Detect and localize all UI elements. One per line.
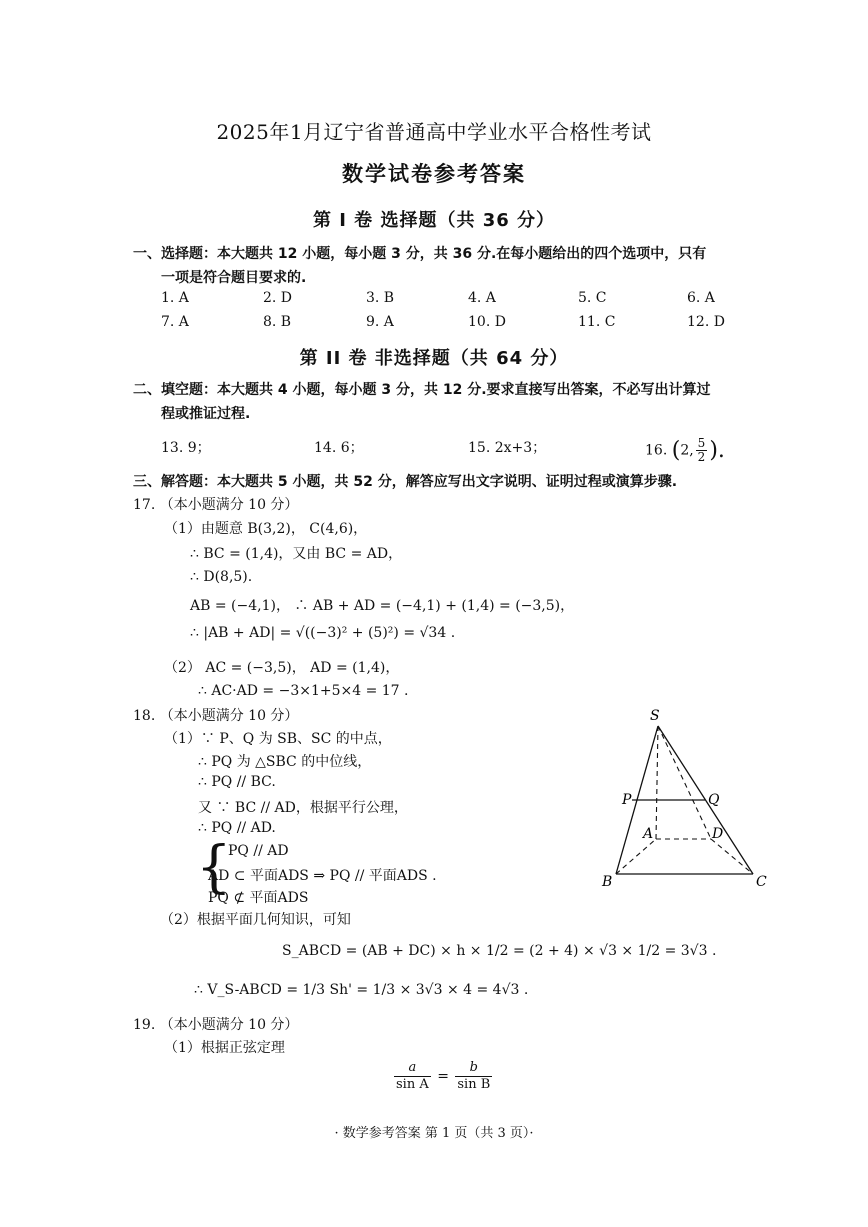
solve-instructions: 三、解答题：本大题共 5 小题，共 52 分，解答应写出文字说明、证明过程或演算步骤. xyxy=(133,474,678,490)
pyramid-figure xyxy=(596,702,776,892)
q17-line-3: ∴ D(8,5). xyxy=(190,569,253,585)
document-title: 2025年1月辽宁省普通高中学业水平合格性考试 xyxy=(216,120,652,144)
answer-4: 4. A xyxy=(468,290,496,306)
fill-answer-15: 15. 2x+3； xyxy=(468,440,547,456)
q17-line-2: ∴ BC = (1,4)，又由 BC = AD， xyxy=(190,546,403,562)
fill-instructions: 二、填空题：本大题共 4 小题，每小题 3 分，共 12 分.要求直接写出答案，不必写出计算过 程或推证过程. xyxy=(133,382,711,422)
answer-11: 11. C xyxy=(578,314,616,330)
label-A: A xyxy=(643,826,654,842)
q18-area-formula: S_ABCD = (AB + DC) × h × 1/2 = (2 + 4) × √3 × 1/2 = 3√3 . xyxy=(282,943,717,959)
system-line-2: AD ⊂ 平面ADS ⇒ PQ // 平面ADS . xyxy=(208,868,437,884)
answer-12: 12. D xyxy=(687,314,725,330)
document-subtitle: 数学试卷参考答案 xyxy=(342,161,526,186)
system-line-1: PQ // AD xyxy=(228,843,289,859)
answer-3: 3. B xyxy=(366,290,395,306)
label-C: C xyxy=(756,874,767,890)
page-footer: · 数学参考答案 第 1 页（共 3 页）· xyxy=(334,1126,534,1141)
q19-line-1: （1）根据正弦定理 xyxy=(164,1040,285,1056)
answer-9: 9. A xyxy=(366,314,394,330)
q18-line-5: ∴ PQ // AD. xyxy=(198,820,276,836)
answer-7: 7. A xyxy=(161,314,189,330)
q17-header: 17. （本小题满分 10 分） xyxy=(133,497,299,513)
system-brace: { xyxy=(196,835,232,900)
label-D: D xyxy=(712,826,724,842)
answer-8: 8. B xyxy=(263,314,292,330)
fill-answer-13: 13. 9； xyxy=(161,440,211,456)
q17-line-7: ∴ AC·AD = −3×1+5×4 = 17 . xyxy=(198,683,409,699)
fill-answer-14: 14. 6； xyxy=(314,440,364,456)
q18-volume-formula: ∴ V_S-ABCD = 1/3 Sh' = 1/3 × 3√3 × 4 = 4√3 . xyxy=(194,982,529,998)
q17-line-6: （2） AC = (−3,5)， AD = (1,4)， xyxy=(164,660,400,676)
q18-line-2: ∴ PQ 为 △SBC 的中位线， xyxy=(198,754,372,770)
answer-6: 6. A xyxy=(687,290,715,306)
q18-part2-intro: （2）根据平面几何知识，可知 xyxy=(160,912,351,928)
answer-10: 10. D xyxy=(468,314,506,330)
fill-answer-16: 16. (2, $\frac{5}{2}$ ). xyxy=(645,436,725,464)
answer-1: 1. A xyxy=(161,290,189,306)
q17-line-4: AB = (−4,1)， ∴ AB + AD = (−4,1) + (1,4) = (−3,5)， xyxy=(190,598,575,614)
label-B: B xyxy=(602,874,613,890)
q17-line-1: （1）由题意 B(3,2)， C(4,6)， xyxy=(164,521,368,537)
q19-header: 19. （本小题满分 10 分） xyxy=(133,1017,299,1033)
answer-5: 5. C xyxy=(578,290,607,306)
label-Q: Q xyxy=(708,792,720,808)
q18-line-4: 又 ∵ BC // AD，根据平行公理， xyxy=(198,800,408,816)
q18-header: 18. （本小题满分 10 分） xyxy=(133,708,299,724)
label-S: S xyxy=(650,708,660,724)
q18-line-3: ∴ PQ // BC. xyxy=(198,774,276,790)
choice-instructions: 一、选择题：本大题共 12 小题，每小题 3 分，共 36 分.在每小题给出的四个选项中，只有 一项是符合题目要求的. xyxy=(133,246,707,286)
q18-line-1: （1）∵ P、Q 为 SB、SC 的中点， xyxy=(164,731,392,747)
answer-2: 2. D xyxy=(263,290,293,306)
part1-heading: 第 I 卷 选择题（共 36 分） xyxy=(312,210,556,231)
system-line-3: PQ ⊄ 平面ADS xyxy=(208,890,309,906)
part2-heading: 第 II 卷 非选择题（共 64 分） xyxy=(299,348,569,369)
q17-line-5: ∴ |AB + AD| = √((−3)² + (5)²) = √34 . xyxy=(190,625,456,641)
sine-law-formula: $\frac{a}{\text{sin A}}$ = $\frac{b}{\text{sin B}}$ xyxy=(396,1060,491,1092)
label-P: P xyxy=(622,792,632,808)
